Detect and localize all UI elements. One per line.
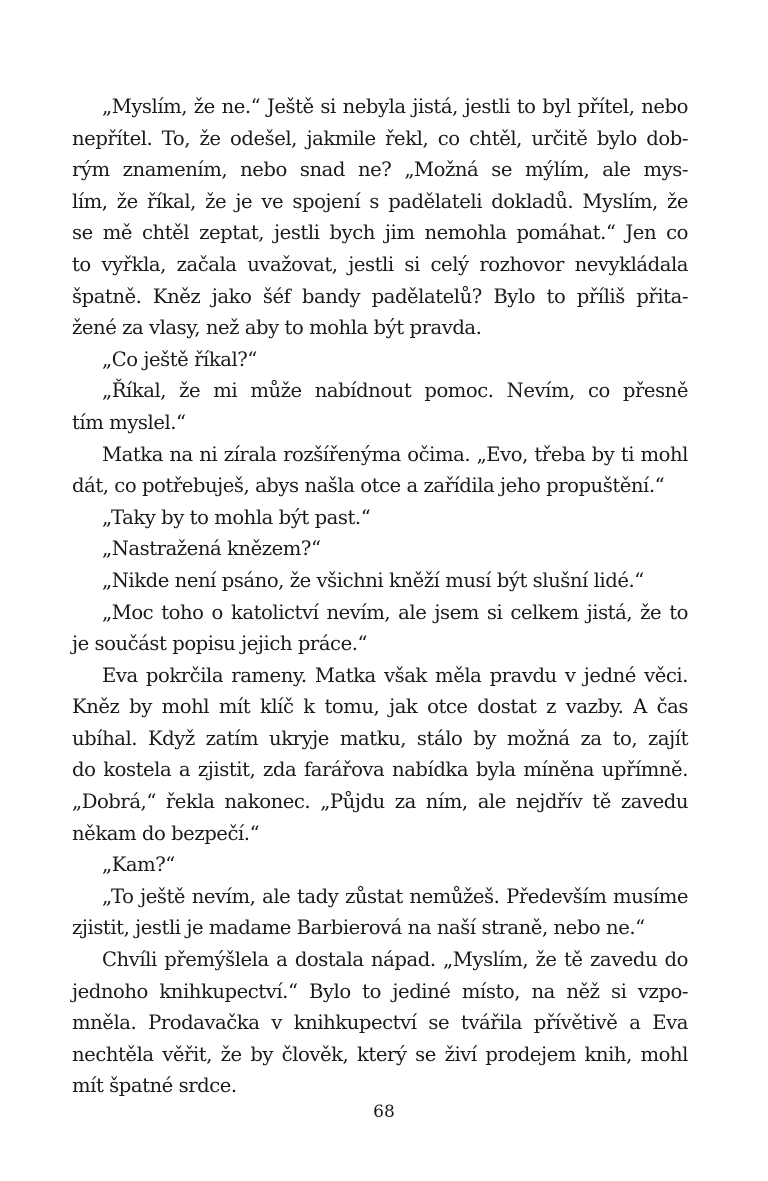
- text-line: nechtěla věřit, že by člověk, který se živí prodejem knih, mohl: [72, 1042, 688, 1066]
- text-line: „Taky by to mohla být past.“: [102, 505, 371, 529]
- text-line: „Kam?“: [102, 853, 175, 877]
- text-line: jednoho knihkupectví.“ Bylo to jediné místo, na něž si vzpo-: [72, 979, 688, 1003]
- text-line: mněla. Prodavačka v knihkupectví se tvářila přívětivě a Eva: [72, 1011, 688, 1035]
- text-line: „To ještě nevím, ale tady zůstat nemůžeš. Především musíme: [102, 884, 688, 908]
- text-line: rým znamením, nebo snad ne? „Možná se mýlím, ale mys-: [72, 158, 688, 182]
- text-line: nepřítel. To, že odešel, jakmile řekl, co chtěl, určitě bylo dob-: [72, 126, 688, 150]
- text-line: „Říkal, že mi může nabídnout pomoc. Nevím, co přesně: [102, 379, 688, 403]
- text-line: žené za vlasy, než aby to mohla být pravda.: [72, 316, 482, 340]
- text-line: lím, že říkal, že je ve spojení s padělateli dokladů. Myslím, že: [72, 189, 688, 213]
- text-line: je součást popisu jejich práce.“: [72, 632, 368, 656]
- text-line: „Co ještě říkal?“: [102, 347, 257, 371]
- text-line: do kostela a zjistit, zda farářova nabídka byla míněna upřímně.: [72, 758, 688, 782]
- text-line: zjistit, jestli je madame Barbierová na naší straně, nebo ne.“: [72, 916, 645, 940]
- text-line: mít špatné srdce.: [72, 1074, 237, 1098]
- text-line: špatně. Kněz jako šéf bandy padělatelů? Bylo to příliš přita-: [72, 284, 688, 308]
- text-line: Kněz by mohl mít klíč k tomu, jak otce dostat z vazby. A čas: [72, 695, 688, 719]
- text-line: „Moc toho o katolictví nevím, ale jsem si celkem jistá, že to: [102, 600, 688, 624]
- text-line: „Nastražená knězem?“: [102, 537, 321, 561]
- text-line: Chvíli přemýšlela a dostala nápad. „Myslím, že tě zavedu do: [102, 948, 688, 972]
- text-line: ubíhal. Když zatím ukryje matku, stálo by možná za to, zajít: [72, 726, 688, 750]
- text-line: „Dobrá,“ řekla nakonec. „Půjdu za ním, ale nejdřív tě zavedu: [72, 790, 688, 814]
- page-number: 68: [373, 1102, 395, 1122]
- text-line: Matka na ni zírala rozšířenýma očima. „Evo, třeba by ti mohl: [102, 442, 688, 466]
- text-line: tím myslel.“: [72, 410, 186, 434]
- text-line: to vyřkla, začala uvažovat, jestli si celý rozhovor nevykládala: [72, 252, 688, 276]
- text-line: Eva pokrčila rameny. Matka však měla pravdu v jedné věci.: [102, 663, 688, 687]
- body-text: [72, 91, 688, 1102]
- text-line: „Myslím, že ne.“ Ještě si nebyla jistá, jestli to byl přítel, nebo: [102, 95, 688, 118]
- text-line: „Nikde není psáno, že všichni kněží musí být slušní lidé.“: [102, 568, 644, 592]
- text-line: někam do bezpečí.“: [72, 821, 260, 845]
- text-line: dát, co potřebuješ, abys našla otce a zařídila jeho propuštění.“: [72, 474, 665, 498]
- text-line: se mě chtěl zeptat, jestli bych jim nemohla pomáhat.“ Jen co: [72, 221, 688, 245]
